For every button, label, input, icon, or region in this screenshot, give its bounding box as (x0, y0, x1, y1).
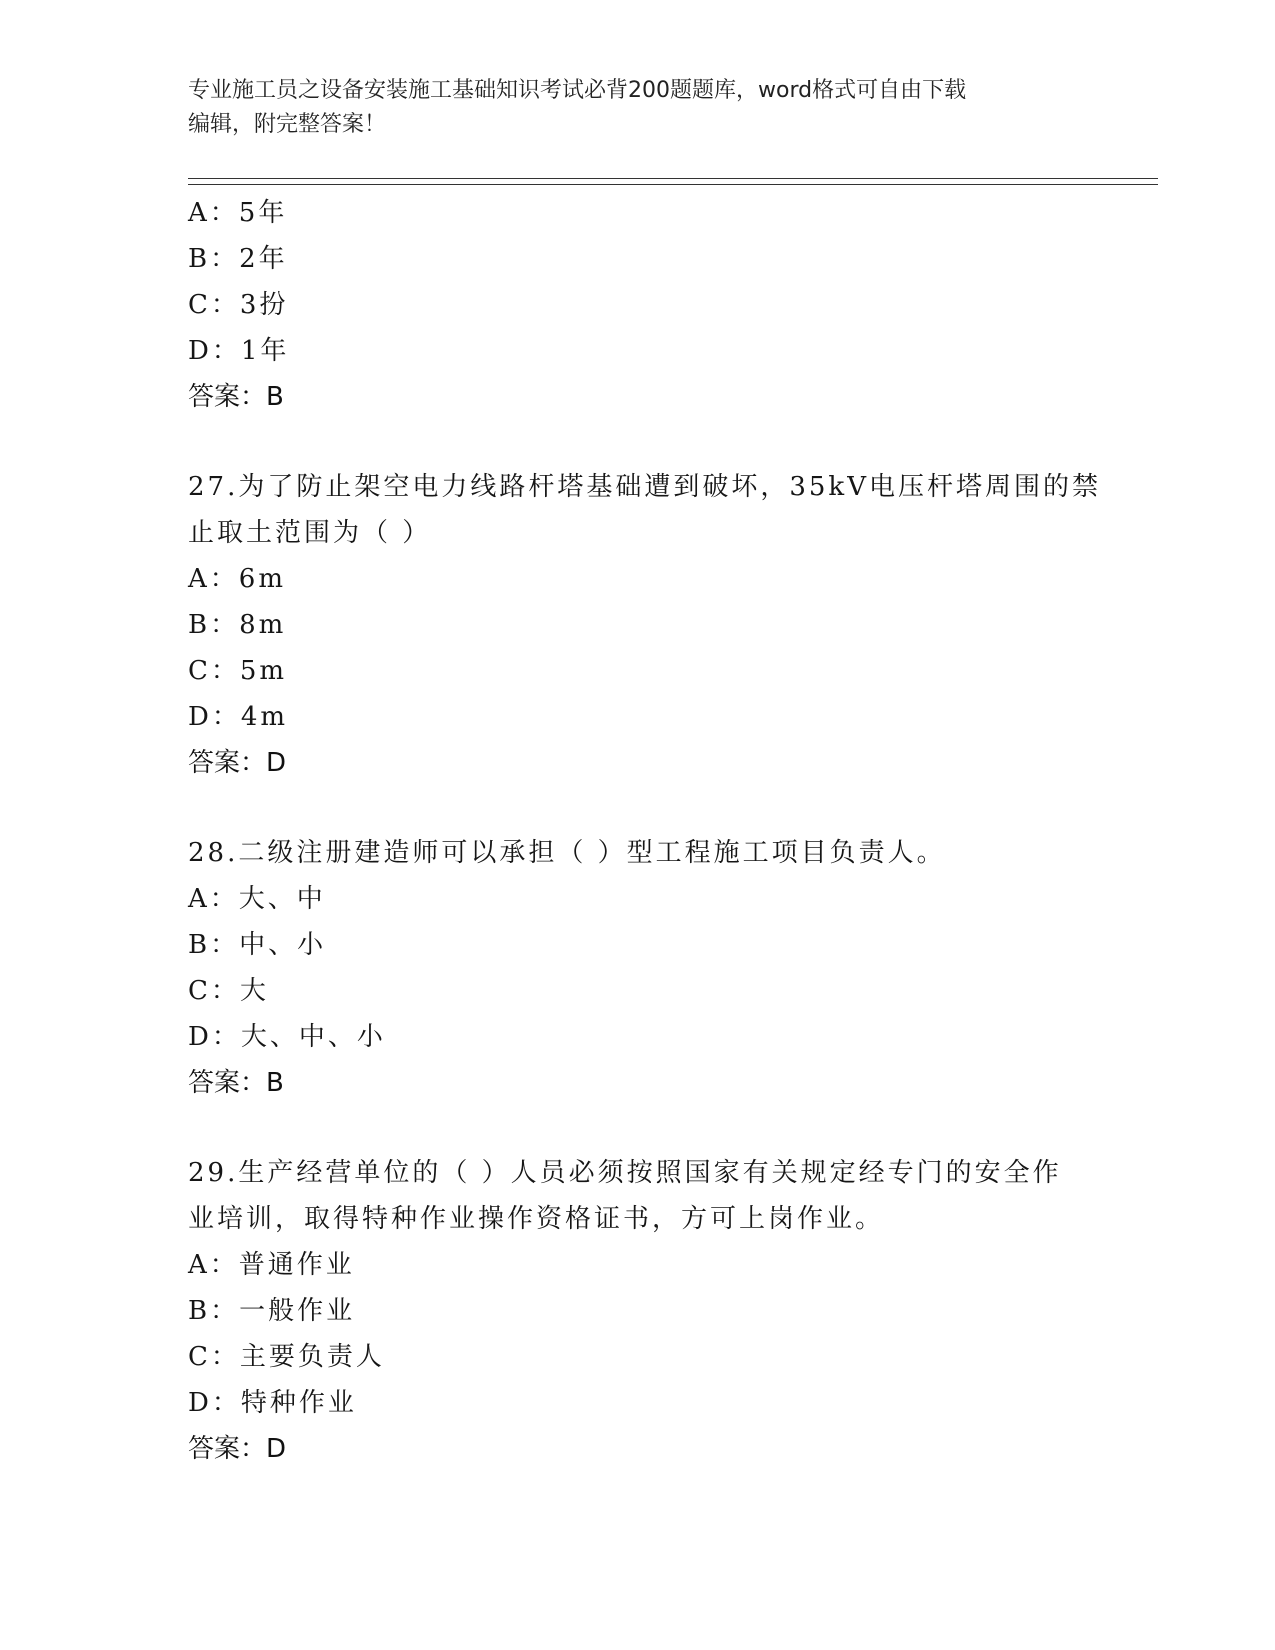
question-stem-line: 27.为了防止架空电力线路杆塔基础遭到破坏，35kV电压杆塔周围的禁 (188, 472, 1101, 502)
option-c: C：主要负责人 (188, 1342, 385, 1372)
option-c: C：3扮 (188, 290, 289, 320)
question-stem-line: 业培训，取得特种作业操作资格证书，方可上岗作业。 (188, 1204, 885, 1234)
option-a: A：6m (188, 564, 286, 594)
option-c: C：5m (188, 656, 288, 686)
question-stem-line: 29.生产经营单位的（ ）人员必须按照国家有关规定经专门的安全作 (188, 1158, 1062, 1188)
question-29 (188, 1150, 1148, 1472)
option-d: D：1年 (188, 336, 290, 366)
option-b: B：一般作业 (188, 1296, 356, 1326)
option-a: A：5年 (188, 198, 288, 228)
question-stem-line: 28.二级注册建造师可以承担（ ）型工程施工项目负责人。 (188, 838, 946, 868)
document-header (188, 74, 1088, 142)
header-line-2: 编辑，附完整答案！ (188, 112, 387, 137)
option-d: D：特种作业 (188, 1388, 357, 1418)
option-b: B：2年 (188, 244, 288, 274)
question-list (188, 190, 1148, 1472)
answer-line: 答案：D (188, 1434, 287, 1464)
header-line-1: 专业施工员之设备安装施工基础知识考试必背200题题库，word格式可自由下载 (188, 78, 967, 103)
answer-line: 答案：D (188, 748, 287, 778)
option-c: C：大 (188, 976, 269, 1006)
option-b: B：中、小 (188, 930, 327, 960)
answer-line: 答案：B (188, 382, 284, 412)
header-divider-bottom (188, 184, 1158, 185)
option-b: B：8m (188, 610, 287, 640)
option-a: A：大、中 (188, 884, 326, 914)
question-stem-line: 止取土范围为（ ） (188, 518, 432, 548)
option-a: A：普通作业 (188, 1250, 355, 1280)
answer-line: 答案：B (188, 1068, 284, 1098)
option-d: D：大、中、小 (188, 1022, 386, 1052)
option-d: D：4m (188, 702, 289, 732)
question-27 (188, 464, 1148, 786)
header-divider-top (188, 178, 1158, 179)
question-28 (188, 830, 1148, 1106)
question-26-tail (188, 190, 1148, 420)
